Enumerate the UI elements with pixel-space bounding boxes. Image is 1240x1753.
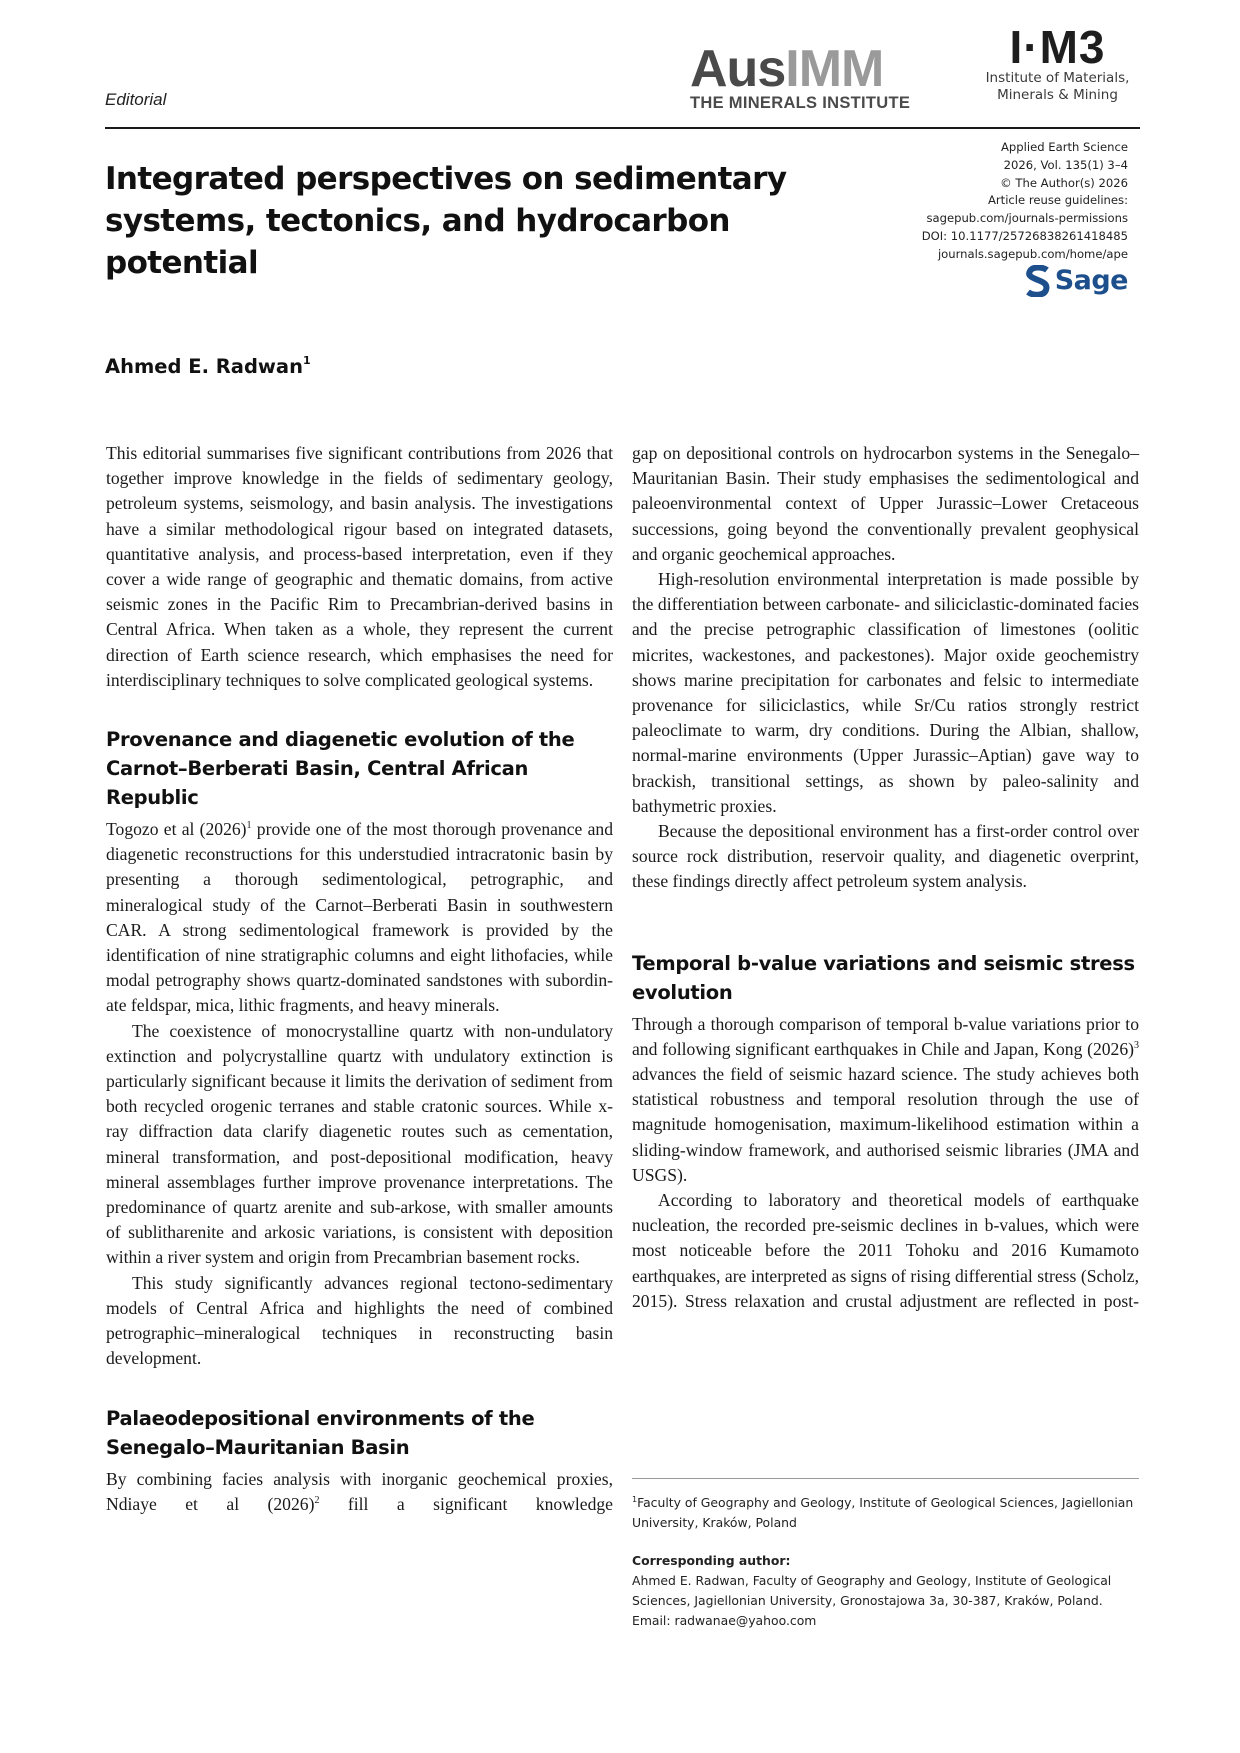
header-divider bbox=[105, 127, 1140, 129]
text-run: advances the field of seismic hazard science. The study achieves both statistical robustness and temporal resolution through the use of magnitude homogenisation, maximum-likelihood estimation within a sliding-window framework, and authorised seismic libraries (JMA and USGS). bbox=[632, 1064, 1139, 1185]
senegalo-paragraph-2: High-resolution environmental interpretation is made possible by the differentiation between carbonate- and siliciclastic-dominated facies and the precise petrographic classification of limestones (oolitic micrites, wackestones, and packestones). Major oxide geochemistry shows marine precipitation for carbonates and felsic to intermediate provenance for siliciclastics, while Sr/Cu ratios strongly restrict paleoclimate to warm, dry conditions. During the Albian, shallow, normal-marine environments (Upper Jurassic–Aptian) gave way to brackish, transitional settings, as shown by paleo-salinity and bathymetric proxies. bbox=[632, 569, 1139, 816]
section-heading-senegalo: Palaeodepositional environments of the Senegalo–Mauritanian Basin bbox=[106, 1406, 535, 1459]
text-run: By combining facies analysis with inorganic geochemical proxies, Ndiaye et al (2026) bbox=[106, 1468, 613, 1514]
author-line bbox=[105, 354, 311, 378]
senegalo-paragraph-3: Because the depositional environment has a first-order control over source rock distribution, reservoir quality, and diagenetic overprint, these findings directly affect petroleum system analysis. bbox=[632, 821, 1139, 892]
intro-paragraph: This editorial summarises five significant contributions from 2026 that together improve knowledge in the fields of sedimentary geology, petroleum systems, seismology, and basin analysis. The investigations have a similar methodological rigour based on integrated datasets, quantitative analysis, and process-based interpretation, even if they cover a wide range of geographic and thematic domains, from active seismic zones in the Pacific Rim to Precambrian-derived basins in Central Africa. When taken as a whole, they represent the current direction of Earth science research, which emphasises the need for interdisciplinary techniques to solve complicated geological systems. bbox=[106, 443, 613, 690]
doi-link[interactable]: DOI: 10.1177/25726838261418485 bbox=[921, 228, 1128, 243]
affiliation-text: Faculty of Geography and Geology, Institute of Geological Sciences, Jagiellonian University, Kraków, Poland bbox=[632, 1495, 1134, 1530]
iom3-logo-line2: Minerals & Mining bbox=[997, 87, 1118, 103]
text-run: Togozo et al (2026) bbox=[106, 819, 247, 840]
ausimm-logo-subtitle: THE MINERALS INSTITUTE bbox=[690, 94, 911, 112]
reference-2[interactable]: 2 bbox=[314, 1494, 320, 1506]
reference-1[interactable]: 1 bbox=[246, 820, 252, 832]
sage-logo bbox=[1025, 265, 1128, 297]
iom3-logo bbox=[975, 21, 1140, 104]
ausimm-logo-aus: Aus bbox=[690, 40, 786, 98]
footnote-divider bbox=[632, 1478, 1139, 1479]
permissions-link[interactable]: sagepub.com/journals-permissions bbox=[926, 211, 1128, 226]
sage-wordmark: Sage bbox=[1054, 265, 1128, 296]
footnotes bbox=[632, 1493, 1142, 1631]
author-affiliation-mark[interactable]: 1 bbox=[302, 354, 311, 367]
journal-volume: 2026, Vol. 135(1) 3–4 bbox=[1003, 157, 1128, 172]
bvalue-paragraph-2: According to laboratory and theoretical models of earthquake nucleation, the recorded pre-seismic declines in b-values, which were most noticeable before the 2011 Tohoku and 2016 Kumamoto earthquakes, are interpreted as signs of rising differential stress (Scholz, 2015). Stress relaxation and crustal adjustment are reflected in post- bbox=[632, 1190, 1139, 1311]
left-column bbox=[106, 441, 613, 1517]
ausimm-logo-imm: IMM bbox=[785, 40, 884, 98]
section-heading-carnot: Provenance and diagenetic evolution of the Carnot–Berberati Basin, Central African Republic bbox=[106, 728, 575, 810]
journal-meta bbox=[922, 139, 1128, 264]
senegalo-paragraph-1-start bbox=[106, 1467, 613, 1517]
article-title: Integrated perspectives on sedimentary systems, tectonics, and hydrocarbon potential bbox=[105, 161, 787, 281]
right-column bbox=[632, 441, 1139, 1314]
carnot-paragraph-3: This study significantly advances regional tectono-sedimentary models of Central Africa and highlights the need of combined petrographic–mineralogical techniques in reconstructing basin development. bbox=[106, 1272, 613, 1369]
corresponding-author-label: Corresponding author: bbox=[632, 1553, 791, 1568]
senegalo-paragraph-1-continued: gap on depositional controls on hydrocarbon systems in the Senegalo–Mauritanian Basin. Their study emphasises the sedimentological and paleoenvironmental context of Upper Jurassic–Lower Cretaceous successions, going beyond the conventionally prevalent geophysical and organic geochemical approaches. bbox=[632, 443, 1139, 564]
section-heading-bvalue: Temporal b-value variations and seismic stress evolution bbox=[632, 951, 1135, 1004]
corresponding-author-address: Ahmed E. Radwan, Faculty of Geography and Geology, Institute of Geological Sciences, Jagiellonian University, Gronostajowa 3a, 30-387, Kraków, Poland. bbox=[632, 1573, 1112, 1608]
sage-s-icon bbox=[1025, 265, 1051, 297]
author-name: Ahmed E. Radwan bbox=[105, 355, 303, 378]
journal-homepage-link[interactable]: journals.sagepub.com/home/ape bbox=[937, 246, 1128, 261]
iom3-logo-line1: Institute of Materials, bbox=[985, 70, 1130, 86]
iom3-logo-mark: I·M3 bbox=[1009, 21, 1106, 73]
copyright: © The Author(s) 2026 bbox=[1000, 175, 1128, 190]
text-run: fill a significant knowledge bbox=[319, 1493, 613, 1514]
reuse-label: Article reuse guidelines: bbox=[987, 193, 1128, 208]
carnot-paragraph-2: The coexistence of monocrystalline quartz with non-undulatory extinction and polycrystalline quartz with undulatory extinction is particularly significant because it limits the derivation of sediment from both recycled orogenic terranes and stable cratonic sources. While x-ray diffraction data clarify diagenetic routes such as cementation, mineral transformation, and post-depositional modification, heavy mineral assemblages further improve provenance interpretations. The predominance of quartz arenite and sub-arkose, with smaller amounts of sublitharenite and arkosic variations, is consistent with deposition within a river system and origin from Precambrian basement rocks. bbox=[106, 1020, 613, 1268]
section-label: Editorial bbox=[105, 90, 167, 109]
affiliation-footnote-mark: 1 bbox=[632, 1495, 638, 1504]
text-run: Through a thorough comparison of temporal b-value variations prior to and following significant earthquakes in Chile and Japan, Kong (2026) bbox=[632, 1013, 1139, 1059]
affiliation-footnote bbox=[632, 1493, 1142, 1533]
corresponding-author-email[interactable]: Email: radwanae@yahoo.com bbox=[632, 1613, 817, 1628]
journal-name: Applied Earth Science bbox=[1001, 140, 1128, 154]
text-run: provide one of the most thorough provenance and diagenetic reconstructions for this understudied intracratonic basin by presenting a thorough sedimentological, petrographic, and mineralogical study of the Carnot–Berberati Basin in southwestern CAR. A strong sedimentological framework is provided by the identification of nine stratigraphic columns and eight lithofacies, while modal petrography shows quartz-dominated sandstones with subordinate feldspar, mica, lithic fragments, and heavy minerals. bbox=[106, 819, 613, 1016]
reference-3[interactable]: 3 bbox=[1134, 1039, 1139, 1051]
ausimm-logo bbox=[690, 40, 970, 113]
carnot-paragraph-1 bbox=[106, 817, 613, 1019]
bvalue-paragraph-1 bbox=[632, 1012, 1139, 1188]
